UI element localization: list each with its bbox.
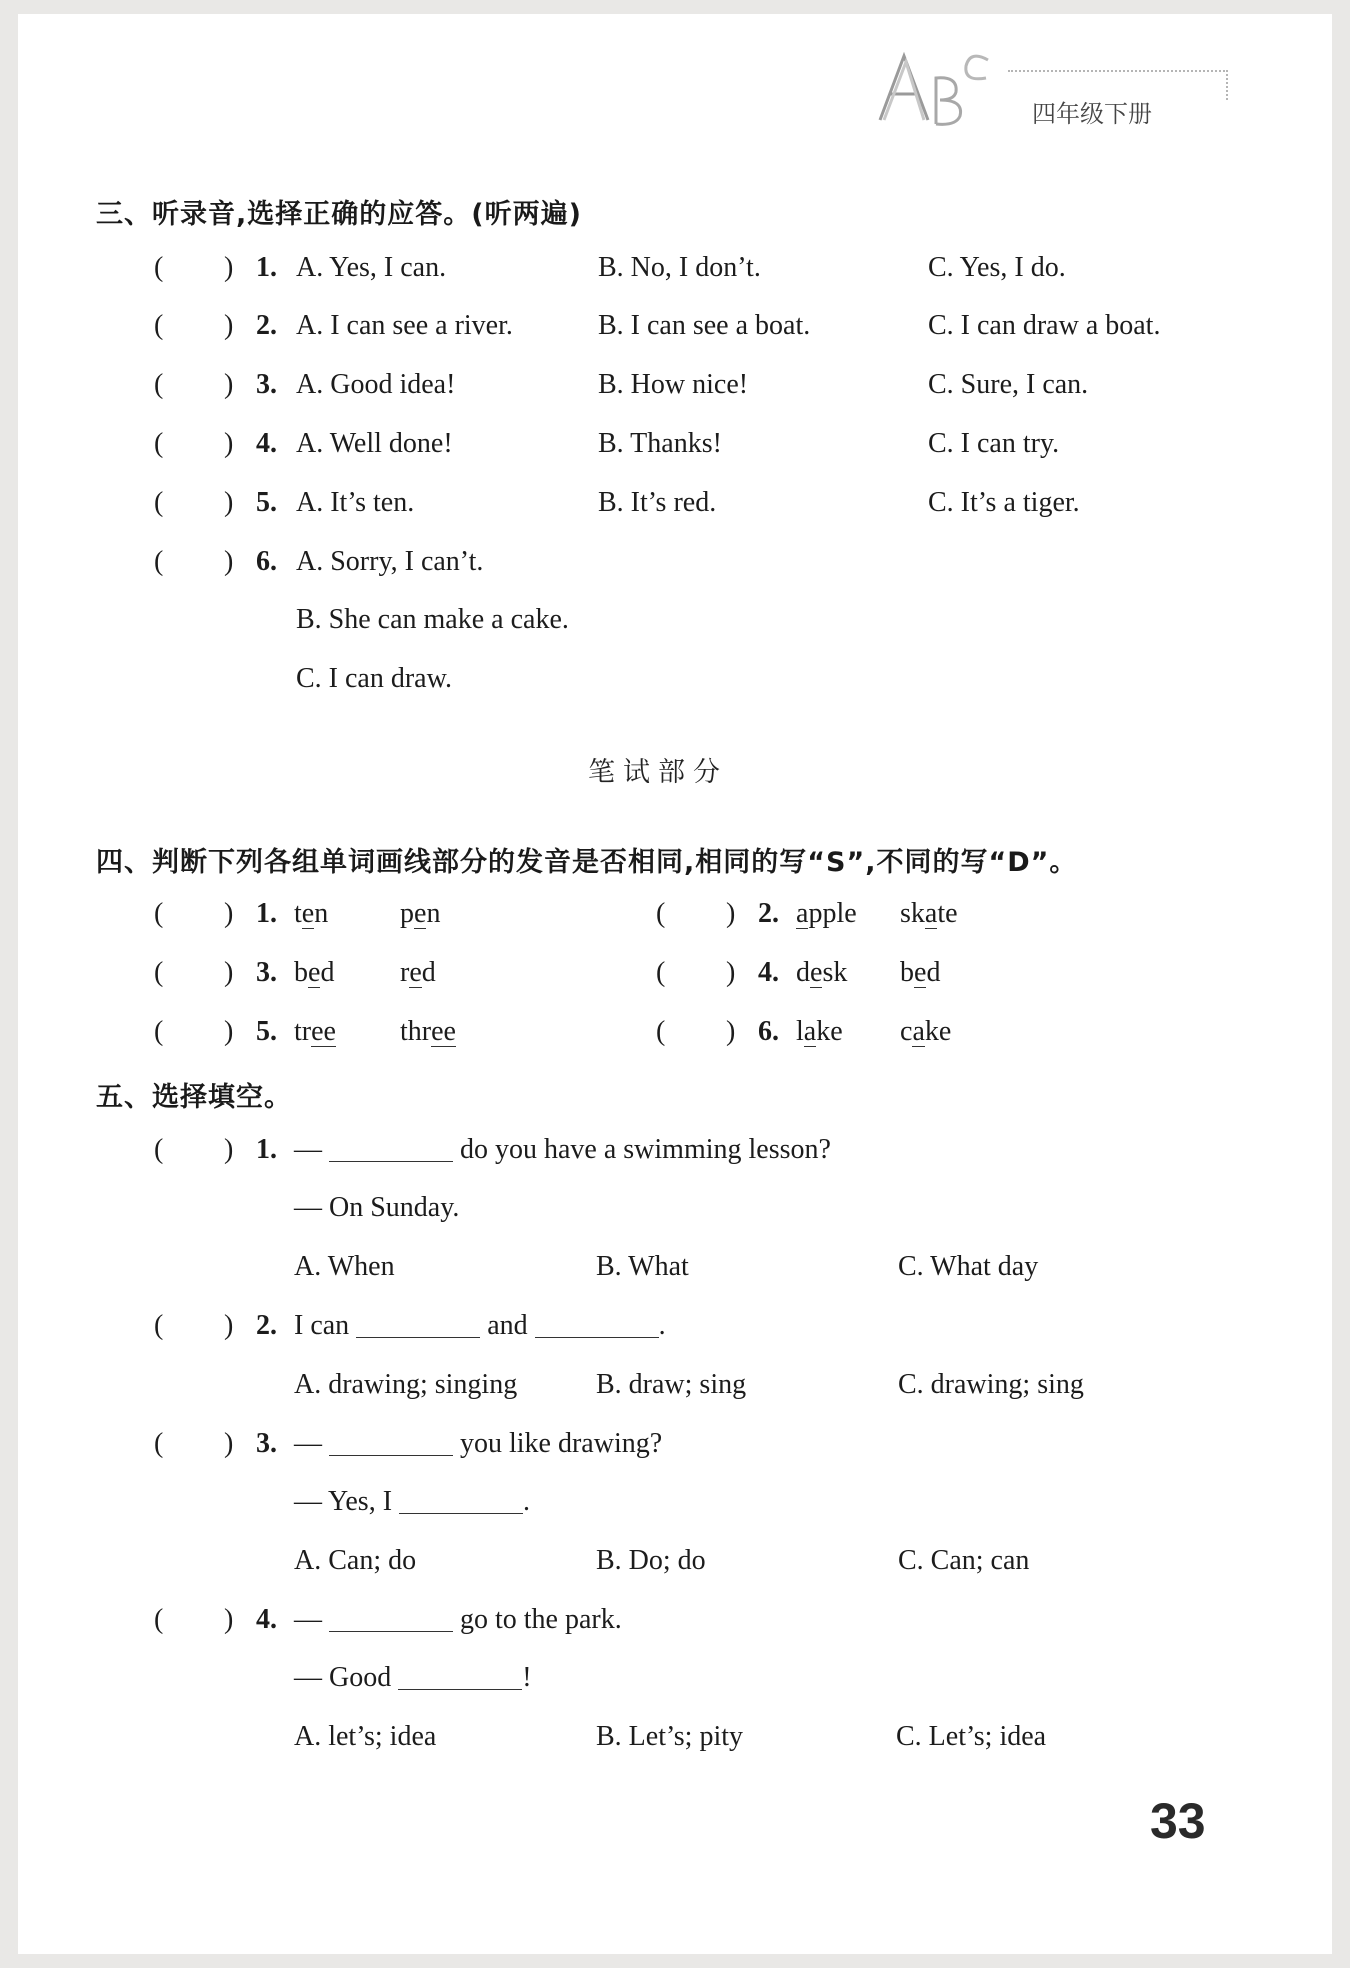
option-a: A. Yes, I can. bbox=[296, 252, 447, 283]
dialog-answer: — Yes, I . bbox=[294, 1486, 531, 1517]
answer-paren-close: ) bbox=[726, 957, 736, 988]
word-2: pen bbox=[400, 898, 441, 929]
fill-blank[interactable] bbox=[535, 1310, 659, 1338]
answer-paren-open[interactable]: ( bbox=[154, 428, 164, 459]
word-1: apple bbox=[796, 898, 857, 929]
option-a: A. drawing; singing bbox=[294, 1369, 518, 1400]
question-number: 1. bbox=[256, 252, 277, 283]
answer-paren-open[interactable]: ( bbox=[154, 1428, 164, 1459]
dialog-line: — go to the park. bbox=[294, 1604, 622, 1635]
word-1: ten bbox=[294, 898, 329, 929]
option-b: B. What bbox=[596, 1251, 689, 1282]
option-c: C. I can try. bbox=[928, 428, 1060, 459]
option-a: A. I can see a river. bbox=[296, 310, 513, 341]
option-b: B. draw; sing bbox=[596, 1369, 747, 1400]
question-number: 4. bbox=[256, 428, 277, 459]
word-2: bed bbox=[900, 957, 941, 988]
word-2: skate bbox=[900, 898, 958, 929]
answer-paren-close: ) bbox=[224, 957, 234, 988]
option-b: B. It’s red. bbox=[598, 487, 717, 518]
word-2: three bbox=[400, 1016, 456, 1047]
option-a: A. Good idea! bbox=[296, 369, 456, 400]
word-2: cake bbox=[900, 1016, 952, 1047]
fill-blank[interactable] bbox=[329, 1428, 453, 1456]
answer-paren-open[interactable]: ( bbox=[154, 252, 164, 283]
fill-blank[interactable] bbox=[399, 1486, 523, 1514]
option-c: C. drawing; sing bbox=[898, 1369, 1084, 1400]
fill-blank[interactable] bbox=[329, 1134, 453, 1162]
answer-paren-close: ) bbox=[224, 310, 234, 341]
answer-paren-close: ) bbox=[224, 1134, 234, 1165]
abc-logo-icon bbox=[870, 42, 1000, 132]
option-b: B. Thanks! bbox=[598, 428, 722, 459]
question-number: 5. bbox=[256, 1016, 277, 1047]
workbook-page bbox=[18, 14, 1332, 1954]
answer-paren-close: ) bbox=[224, 546, 234, 577]
header-dotted-edge bbox=[1226, 70, 1228, 100]
word-1: tree bbox=[294, 1016, 336, 1047]
section4-title: 四、判断下列各组单词画线部分的发音是否相同,相同的写“S”,不同的写“D”。 bbox=[96, 847, 1078, 878]
option-a: A. let’s; idea bbox=[294, 1721, 437, 1752]
question-number: 1. bbox=[256, 1134, 277, 1165]
question-number: 2. bbox=[256, 310, 277, 341]
grade-label: 四年级下册 bbox=[1032, 100, 1152, 128]
option-a: A. Can; do bbox=[294, 1545, 417, 1576]
word-1: lake bbox=[796, 1016, 843, 1047]
option-c: C. Sure, I can. bbox=[928, 369, 1089, 400]
answer-paren-close: ) bbox=[224, 1016, 234, 1047]
option-a: A. When bbox=[294, 1251, 395, 1282]
option-b: B. How nice! bbox=[598, 369, 749, 400]
answer-paren-close: ) bbox=[224, 1310, 234, 1341]
option-c: C. What day bbox=[898, 1251, 1039, 1282]
option-c: C. It’s a tiger. bbox=[928, 487, 1080, 518]
option-c: C. Can; can bbox=[898, 1545, 1030, 1576]
answer-paren-close: ) bbox=[224, 1604, 234, 1635]
question-number: 3. bbox=[256, 957, 277, 988]
question-number: 2. bbox=[256, 1310, 277, 1341]
answer-paren-open[interactable]: ( bbox=[154, 1134, 164, 1165]
question-number: 3. bbox=[256, 1428, 277, 1459]
question-number: 5. bbox=[256, 487, 277, 518]
word-1: desk bbox=[796, 957, 848, 988]
option-c: C. I can draw a boat. bbox=[928, 310, 1161, 341]
answer-paren-open[interactable]: ( bbox=[154, 546, 164, 577]
sentence-line: I can and . bbox=[294, 1310, 666, 1341]
answer-paren-close: ) bbox=[224, 898, 234, 929]
answer-paren-open[interactable]: ( bbox=[154, 1604, 164, 1635]
fill-blank[interactable] bbox=[356, 1310, 480, 1338]
fill-blank[interactable] bbox=[398, 1662, 522, 1690]
word-1: bed bbox=[294, 957, 335, 988]
option-a: A. Well done! bbox=[296, 428, 453, 459]
dialog-line: — do you have a swimming lesson? bbox=[294, 1134, 831, 1165]
answer-paren-open[interactable]: ( bbox=[656, 898, 666, 929]
answer-paren-open[interactable]: ( bbox=[154, 310, 164, 341]
answer-paren-open[interactable]: ( bbox=[154, 487, 164, 518]
section5-title: 五、选择填空。 bbox=[96, 1082, 292, 1113]
word-2: red bbox=[400, 957, 436, 988]
question-number: 2. bbox=[758, 898, 779, 929]
option-c: C. Yes, I do. bbox=[928, 252, 1066, 283]
answer-paren-open[interactable]: ( bbox=[656, 1016, 666, 1047]
option-a: A. It’s ten. bbox=[296, 487, 415, 518]
option-b: B. I can see a boat. bbox=[598, 310, 811, 341]
option-b: B. Let’s; pity bbox=[596, 1721, 743, 1752]
answer-paren-open[interactable]: ( bbox=[656, 957, 666, 988]
answer-paren-open[interactable]: ( bbox=[154, 369, 164, 400]
answer-paren-close: ) bbox=[726, 898, 736, 929]
dialog-answer: — Good ! bbox=[294, 1662, 532, 1693]
fill-blank[interactable] bbox=[329, 1604, 453, 1632]
section3-title: 三、听录音,选择正确的应答。(听两遍) bbox=[96, 199, 582, 230]
header-dotted-line bbox=[1008, 70, 1228, 72]
answer-paren-close: ) bbox=[224, 487, 234, 518]
question-number: 3. bbox=[256, 369, 277, 400]
answer-paren-close: ) bbox=[224, 369, 234, 400]
answer-paren-close: ) bbox=[224, 252, 234, 283]
question-number: 6. bbox=[758, 1016, 779, 1047]
option-c: C. I can draw. bbox=[296, 663, 453, 694]
answer-paren-close: ) bbox=[224, 1428, 234, 1459]
option-a: A. Sorry, I can’t. bbox=[296, 546, 484, 577]
answer-paren-close: ) bbox=[726, 1016, 736, 1047]
question-number: 6. bbox=[256, 546, 277, 577]
question-number: 4. bbox=[256, 1604, 277, 1635]
answer-paren-close: ) bbox=[224, 428, 234, 459]
answer-paren-open[interactable]: ( bbox=[154, 1016, 164, 1047]
answer-paren-open[interactable]: ( bbox=[154, 1310, 164, 1341]
question-number: 4. bbox=[758, 957, 779, 988]
dialog-line: — you like drawing? bbox=[294, 1428, 663, 1459]
question-number: 1. bbox=[256, 898, 277, 929]
option-b: B. No, I don’t. bbox=[598, 252, 761, 283]
option-b: B. Do; do bbox=[596, 1545, 706, 1576]
option-c: C. Let’s; idea bbox=[896, 1721, 1047, 1752]
page-number: 33 bbox=[1150, 1793, 1206, 1849]
answer-paren-open[interactable]: ( bbox=[154, 898, 164, 929]
option-b: B. She can make a cake. bbox=[296, 604, 569, 635]
written-part-title: 笔试部分 bbox=[588, 757, 728, 788]
answer-paren-open[interactable]: ( bbox=[154, 957, 164, 988]
dialog-answer: — On Sunday. bbox=[294, 1192, 460, 1223]
